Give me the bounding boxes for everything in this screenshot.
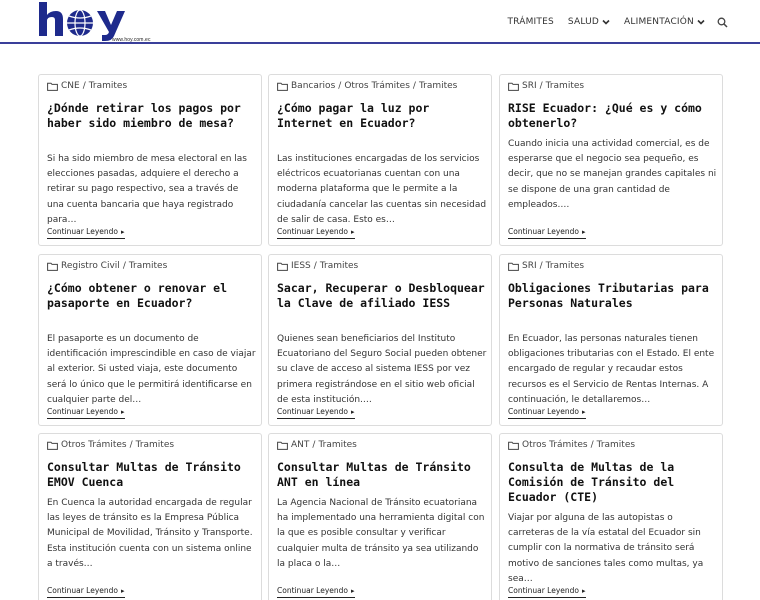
category-link[interactable]: Tramites [128, 261, 168, 271]
folder-icon [508, 82, 519, 91]
post-categories [508, 440, 635, 450]
post-categories [508, 81, 584, 91]
chevron-right-icon: ▸ [121, 407, 125, 416]
category-link[interactable]: Tramites [318, 440, 357, 450]
chevron-right-icon: ▸ [582, 227, 586, 236]
post-excerpt: Si ha sido miembro de mesa electoral en las elecciones pasadas, adquiere el derecho a retirar su pago respectivo, sea a través de una cuenta bancaria que haya registrado para… [47, 154, 247, 225]
nav-tramites[interactable] [507, 17, 553, 27]
post-title[interactable]: ¿Cómo pagar la luz por Internet en Ecuador? [277, 101, 430, 130]
chevron-right-icon: ▸ [121, 227, 125, 236]
post-excerpt: En Cuenca la autoridad encargada de regular las leyes de tránsito es la Empresa Pública Municipal de Movilidad, Tránsito y Transporte. Esta institución cuenta con un sistema online a través… [47, 498, 253, 569]
logo-url-text: www.hoy.com.ec [112, 37, 151, 43]
category-link[interactable]: Tramites [88, 81, 128, 91]
hoy-logo-icon [38, 1, 128, 42]
read-more-label: Continuar Leyendo [47, 586, 118, 595]
post-title[interactable]: Consultar Multas de Tránsito EMOV Cuenca [47, 460, 241, 489]
category-link[interactable]: Tramites [418, 81, 458, 91]
site-logo[interactable] [38, 1, 151, 43]
article-card [268, 254, 492, 426]
read-more-link[interactable] [47, 586, 125, 598]
post-categories [277, 440, 357, 450]
nav-salud[interactable] [568, 17, 610, 27]
read-more-label: Continuar Leyendo [508, 407, 579, 416]
category-link[interactable]: Tramites [319, 261, 359, 271]
folder-icon [508, 441, 519, 450]
nav-tramites-label: TRÁMITES [507, 17, 554, 27]
folder-icon [47, 262, 58, 271]
category-link[interactable]: Otros Trámites [344, 81, 410, 91]
chevron-right-icon: ▸ [121, 586, 125, 595]
nav-salud-label: SALUD [567, 17, 600, 27]
category-link[interactable]: SRI [522, 81, 537, 91]
main-nav [493, 15, 728, 29]
chevron-down-icon [697, 18, 705, 26]
article-card [38, 433, 262, 600]
post-categories [47, 440, 174, 450]
post-excerpt: La Agencia Nacional de Tránsito ecuatoriana ha implementado una herramienta digital con la que es posible consultar y verificar cualquier multa de tránsito ya sea utilizando la placa o la… [277, 498, 485, 569]
category-link[interactable]: Tramites [545, 261, 585, 271]
category-link[interactable]: Tramites [596, 440, 636, 450]
post-title[interactable]: Obligaciones Tributarias para Personas Naturales [508, 281, 709, 310]
post-title[interactable]: Consulta de Multas de la Comisión de Tránsito del Ecuador (CTE) [508, 460, 675, 504]
read-more-link[interactable] [47, 407, 125, 419]
category-link[interactable]: Bancarios [291, 81, 336, 91]
category-link[interactable]: Tramites [545, 81, 585, 91]
folder-icon [277, 82, 288, 91]
read-more-link[interactable] [508, 586, 586, 598]
folder-icon [277, 441, 288, 450]
folder-icon [47, 441, 58, 450]
nav-alimentacion-label: ALIMENTACIÓN [624, 17, 694, 27]
read-more-link[interactable] [508, 227, 586, 239]
read-more-link[interactable] [277, 586, 355, 598]
post-categories [508, 261, 584, 271]
chevron-right-icon: ▸ [351, 407, 355, 416]
post-excerpt: Cuando inicia una actividad comercial, es de esperarse que el negocio sea pequeño, es decir, que no se manejan grandes capitales ni se dispone de una gran cantidad de empleados.… [508, 139, 717, 210]
read-more-link[interactable] [47, 227, 125, 239]
article-card [38, 254, 262, 426]
read-more-link[interactable] [277, 227, 355, 239]
category-separator: / [122, 261, 126, 271]
chevron-right-icon: ▸ [351, 586, 355, 595]
folder-icon [508, 262, 519, 271]
folder-icon [277, 262, 288, 271]
post-title[interactable]: ¿Cómo obtener o renovar el pasaporte en Ecuador? [47, 281, 228, 310]
chevron-right-icon: ▸ [582, 407, 586, 416]
category-separator: / [412, 81, 416, 91]
category-separator: / [539, 81, 543, 91]
category-link[interactable]: Otros Trámites [61, 440, 127, 450]
post-excerpt: El pasaporte es un documento de identificación imprescindible en caso de viajar al exterior. Si usted viaja, este documento será lo único que le permitirá identificarse en cualquier parte del… [47, 334, 256, 405]
chevron-down-icon [602, 18, 610, 26]
post-excerpt: Viajar por alguna de las autopistas o carreteras de la vía estatal del Ecuador sin cumplir con la normativa de tránsito será motivo de sanciones tales como multas, ya sea… [508, 513, 704, 584]
category-link[interactable]: ANT [291, 440, 310, 450]
read-more-label: Continuar Leyendo [508, 227, 579, 236]
article-card [499, 254, 723, 426]
read-more-link[interactable] [508, 407, 586, 419]
article-card [268, 433, 492, 600]
post-categories [277, 81, 457, 91]
category-link[interactable]: Registro Civil [61, 261, 120, 271]
category-link[interactable]: Otros Trámites [522, 440, 588, 450]
article-card [38, 74, 262, 246]
read-more-label: Continuar Leyendo [277, 227, 348, 236]
read-more-label: Continuar Leyendo [47, 407, 118, 416]
category-separator: / [590, 440, 594, 450]
search-icon[interactable] [717, 17, 728, 28]
post-excerpt: En Ecuador, las personas naturales tienen obligaciones tributarias con el Estado. El ente encargado de regular y recaudar estos recursos es el Servicio de Rentas Internas. A continuación, le detallaremos… [508, 334, 715, 405]
category-separator: / [312, 440, 316, 450]
post-categories [277, 261, 358, 271]
nav-alimentacion[interactable] [624, 17, 705, 27]
post-title[interactable]: RISE Ecuador: ¿Qué es y cómo obtenerlo? [508, 101, 702, 130]
category-separator: / [313, 261, 317, 271]
post-categories [47, 81, 127, 91]
category-link[interactable]: IESS [291, 261, 311, 271]
category-link[interactable]: Tramites [135, 440, 175, 450]
chevron-right-icon: ▸ [351, 227, 355, 236]
read-more-label: Continuar Leyendo [277, 586, 348, 595]
read-more-label: Continuar Leyendo [508, 586, 579, 595]
article-card [499, 74, 723, 246]
read-more-link[interactable] [277, 407, 355, 419]
read-more-label: Continuar Leyendo [277, 407, 348, 416]
post-title[interactable]: ¿Dónde retirar los pagos por haber sido miembro de mesa? [47, 101, 241, 130]
article-card [499, 433, 723, 600]
post-categories [47, 261, 167, 271]
chevron-right-icon: ▸ [582, 586, 586, 595]
category-link[interactable]: CNE [61, 81, 80, 91]
category-separator: / [82, 81, 86, 91]
post-title[interactable]: Sacar, Recuperar o Desbloquear la Clave de afiliado IESS [277, 281, 485, 310]
post-excerpt: Las instituciones encargadas de los servicios eléctricos ecuatorianas cuentan con una moderna plataforma que le permite a la ciudadanía cancelar las cuentas sin necesidad de salir de casa. Esto es… [277, 154, 487, 225]
category-separator: / [539, 261, 543, 271]
category-separator: / [129, 440, 133, 450]
read-more-label: Continuar Leyendo [47, 227, 118, 236]
site-header [0, 0, 760, 44]
post-title[interactable]: Consultar Multas de Tránsito ANT en línea [277, 460, 471, 489]
post-excerpt: Quienes sean beneficiarios del Instituto Ecuatoriano del Seguro Social pueden obtener su clave de acceso al sistema IESS por vez primera registrándose en el sitio web oficial de esta institución.… [277, 334, 487, 405]
category-separator: / [338, 81, 342, 91]
category-link[interactable]: SRI [522, 261, 537, 271]
folder-icon [47, 82, 58, 91]
article-card [268, 74, 492, 246]
